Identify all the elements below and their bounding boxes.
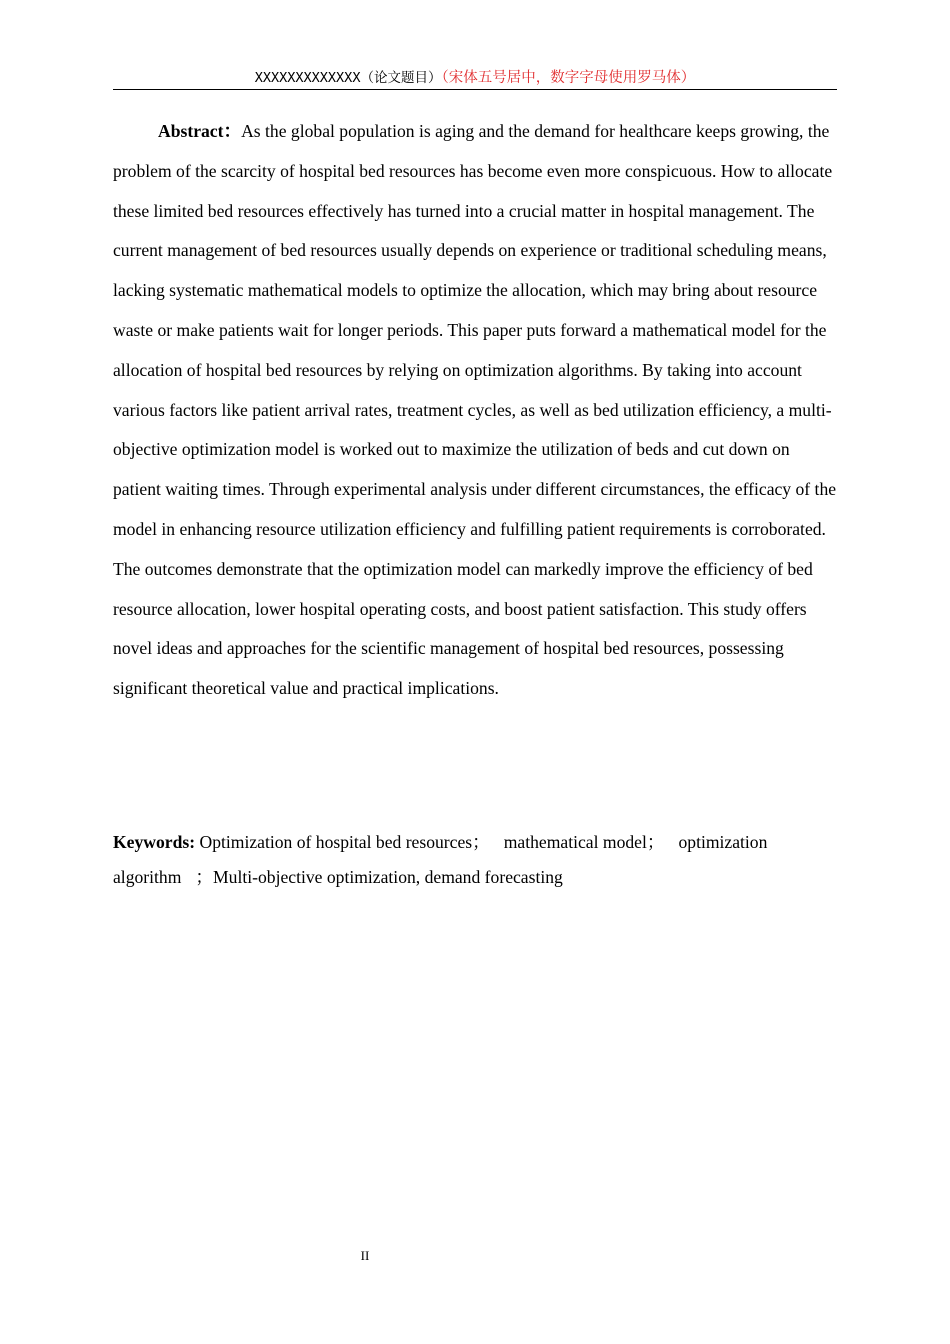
- keyword-item: ；Multi-objective optimization, demand forecasting: [195, 867, 563, 887]
- abstract-paragraph: [113, 112, 837, 709]
- keyword-item: optimization algorithm: [113, 832, 768, 887]
- header-rule: [113, 89, 837, 90]
- keywords-label: Keywords:: [113, 832, 196, 852]
- header-format-note: （宋体五号居中，数字字母使用罗马体）: [441, 70, 696, 86]
- page-number: II: [360, 1248, 370, 1263]
- thesis-title-placeholder: XXXXXXXXXXXXX（论文题目）: [254, 70, 442, 86]
- abstract-label: Abstract：: [158, 121, 242, 141]
- keyword-item: Optimization of hospital bed resources；: [199, 832, 490, 852]
- keywords-paragraph: [113, 825, 837, 895]
- keyword-item: mathematical model；: [503, 832, 665, 852]
- abstract-text: As the global population is aging and the demand for healthcare keeps growing, the problem of the scarcity of hospital bed resources has become even more conspicuous. How to allocate these limited bed resources effectively has turned into a crucial matter in hospital management. The current management of bed resources usually depends on experience or traditional scheduling means, lacking systematic mathematical models to optimize the allocation, which may bring about resource waste or make patients wait for longer periods. This paper puts forward a mathematical model for the allocation of hospital bed resources by relying on optimization algorithms. By taking into account various factors like patient arrival rates, treatment cycles, as well as bed utilization efficiency, a multi-objective optimization model is worked out to maximize the utilization of beds and cut down on patient waiting times. Through experimental analysis under different circumstances, the efficacy of the model in enhancing resource utilization efficiency and fulfilling patient requirements is corroborated. The outcomes demonstrate that the optimization model can markedly improve the efficiency of bed resource allocation, lower hospital operating costs, and boost patient satisfaction. This study offers novel ideas and approaches for the scientific management of hospital bed resources, possessing significant theoretical value and practical implications.: [113, 121, 837, 699]
- running-header: [113, 68, 837, 88]
